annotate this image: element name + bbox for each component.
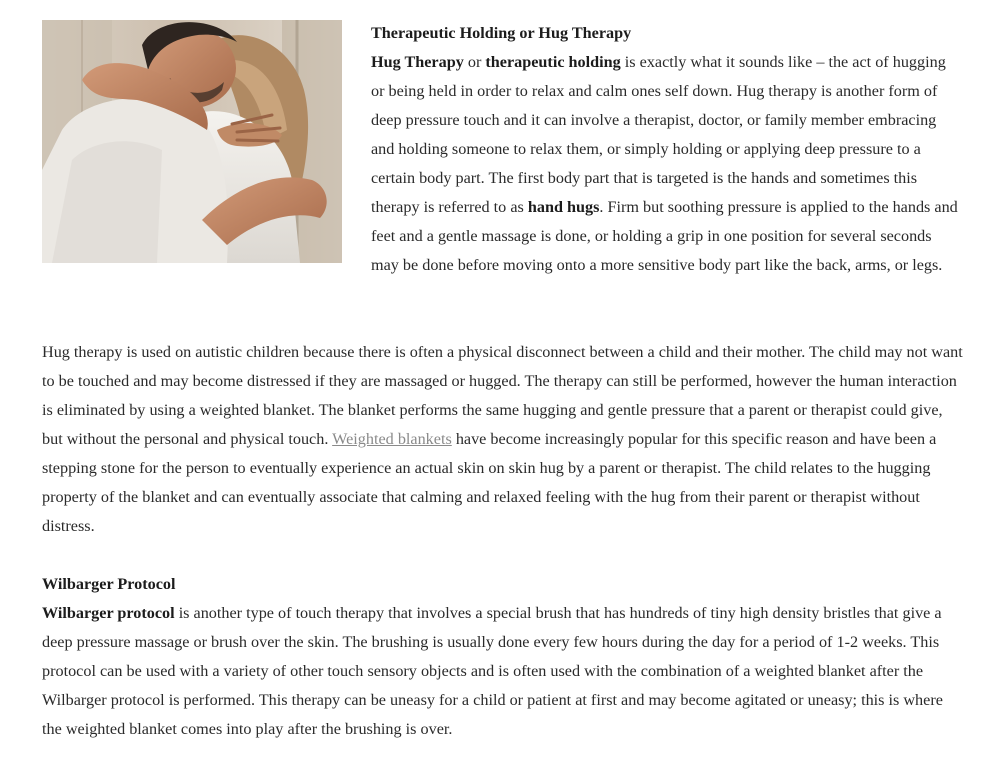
autism-text-2: have become increasingly popular for this specific reason and have been a stepping stone for the person to eventually experience an actual skin on skin hug by a parent or therapist. The child relates to the hugging property of the blanket and can eventually associate that calming and relaxed feeling with the hug from their parent or therapist without distress. [42, 430, 937, 535]
hug-therapy-paragraph [371, 48, 963, 280]
hug-therapy-heading: Therapeutic Holding or Hug Therapy [371, 24, 632, 42]
wilbarger-section [42, 570, 963, 744]
wilbarger-paragraph [42, 599, 963, 744]
wilbarger-term: Wilbarger protocol [42, 604, 175, 622]
hand-hugs-term: hand hugs [527, 198, 600, 216]
therapeutic-holding-term: therapeutic holding [485, 53, 621, 71]
hug-therapy-text-1: is exactly what it sounds like – the act of hugging or being held in order to relax and calm ones self down. Hug therapy is another form of deep pressure touch and it can involve a therapist, doctor, or family member embracing and holding someone to relax them, or simply holding or applying deep pressure to a certain body part. The first body part that is targeted is the hands and sometimes this therapy is referred to as [371, 53, 946, 216]
wilbarger-heading: Wilbarger Protocol [42, 575, 176, 593]
weighted-blankets-link[interactable]: Weighted blankets [332, 430, 452, 448]
hug-photo [42, 20, 342, 263]
hug-therapy-text-2: . Firm but soothing pressure is applied to the hands and feet and a gentle massage is done, or holding a grip in one position for several seconds may be done before moving onto a more sensitive body part like the back, arms, or legs. [371, 198, 958, 274]
wilbarger-text: is another type of touch therapy that involves a special brush that has hundreds of tiny high density bristles that give a deep pressure massage or brush over the skin. The brushing is usually done every few hours during the day for a period of 1-2 weeks. This protocol can be used with a variety of other touch sensory objects and is often used with the combination of a weighted blanket after the Wilbarger protocol is performed. This therapy can be uneasy for a child or patient at first and may become agitated or uneasy; this is where the weighted blanket comes into play after the brushing is over. [42, 604, 943, 738]
autism-text-1: Hug therapy is used on autistic children because there is often a physical disconnect between a child and their mother. The child may not want to be touched and may become distressed if they are massaged or hugged. The therapy can still be performed, however the human interaction is eliminated by using a weighted blanket. The blanket performs the same hugging and gentle pressure that a parent or therapist could give, but without the personal and physical touch. [42, 343, 963, 448]
autism-paragraph [42, 338, 963, 541]
hug-therapy-section [371, 19, 963, 280]
autism-section [42, 338, 963, 541]
hug-therapy-term: Hug Therapy [371, 53, 464, 71]
or-text: or [463, 53, 486, 71]
